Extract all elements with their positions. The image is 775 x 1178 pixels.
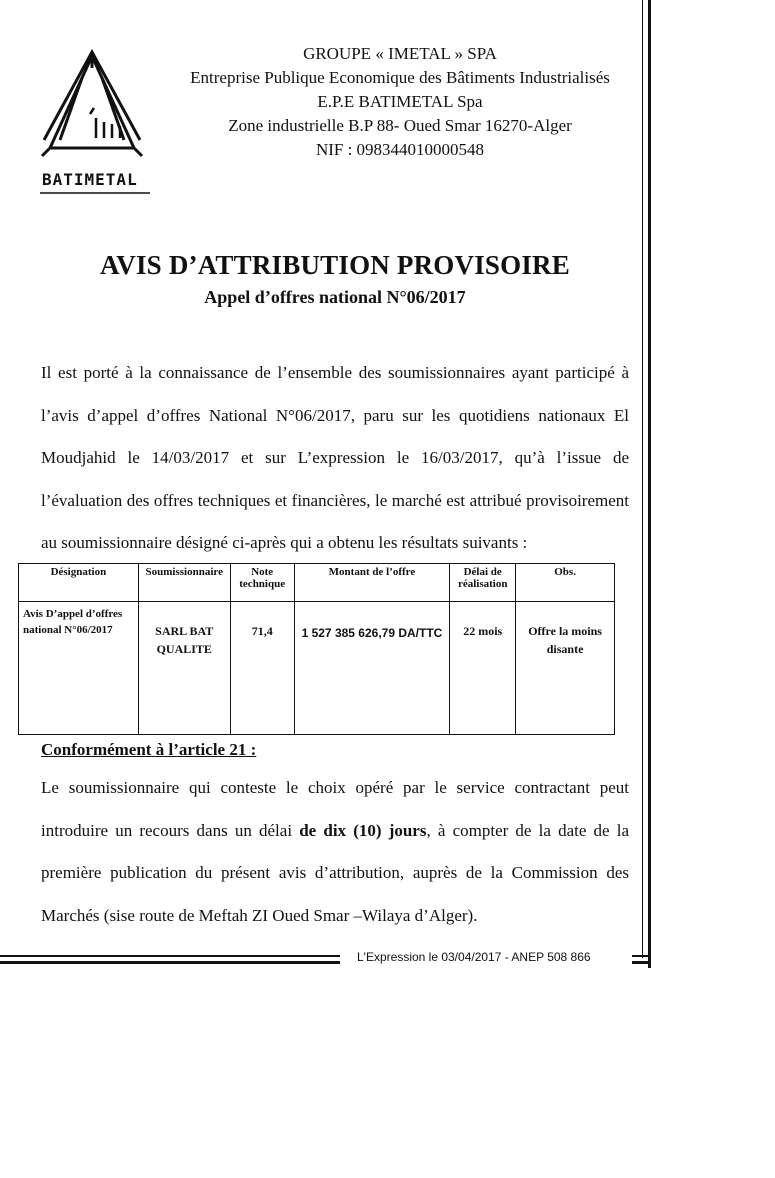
table-header-row — [19, 564, 615, 602]
results-table — [18, 563, 615, 735]
table-row — [19, 602, 615, 735]
notice-title: AVIS D’ATTRIBUTION PROVISOIRE — [100, 250, 570, 280]
col-header-designation: Désignation — [19, 564, 139, 602]
frame-right-border — [648, 0, 651, 968]
header-line-address: Zone industrielle B.P 88- Oued Smar 16270-Alger — [228, 116, 572, 135]
cell-delai: 22 mois — [450, 602, 516, 735]
company-header — [175, 42, 625, 162]
col-header-obs: Obs. — [516, 564, 615, 602]
frame-right-inner-border — [642, 0, 643, 958]
col-header-delai: Délai de réalisation — [450, 564, 516, 602]
col-header-montant: Montant de l’offre — [294, 564, 450, 602]
cell-montant: 1 527 385 626,79 DA/TTC — [294, 602, 450, 735]
header-line-company: Entreprise Publique Economique des Bâtiments Industrialisés — [190, 68, 610, 87]
article-heading: Conformément à l’article 21 : — [41, 740, 257, 759]
intro-paragraph: Il est porté à la connaissance de l’ensemble des soumissionnaires ayant participé à l’avis d’appel d’offres National N°06/2017, paru sur les quotidiens nationaux El Moudjahid le 14/03/2017 et sur L’expression le 16/03/2017, qu’à l’issue de l’évaluation des offres techniques et financières, le marché est attribué provisoirement au soumissionnaire désigné ci-après qui a obtenu les résultats suivants : — [41, 363, 629, 552]
cell-note: 71,4 — [230, 602, 294, 735]
header-line-nif: NIF : 098344010000548 — [315, 140, 485, 159]
col-header-note: Note technique — [230, 564, 294, 602]
cell-obs: Offre la moins disante — [516, 602, 615, 735]
article-paragraph: Le soumissionnaire qui conteste le choix opéré par le service contractant peut introduire un recours dans un délai de dix (10) jours, à compter de la date de la première publication du présent avis d’attribution, auprès de la Commission des Marchés (sise route de Meftah ZI Oued Smar –Wilaya d’Alger). — [41, 778, 630, 925]
frame-bottom-border-right — [632, 955, 649, 957]
frame-bottom-border-thick — [0, 961, 340, 964]
frame-bottom-border-right-thick — [632, 961, 649, 964]
frame-bottom-border — [0, 955, 340, 957]
deadline-text: de dix (10) jours — [299, 820, 427, 840]
publication-credit: L'Expression le 03/04/2017 - ANEP 508 866 — [357, 950, 591, 964]
notice-subtitle: Appel d’offres national N°06/2017 — [204, 287, 466, 307]
cell-soumissionnaire: SARL BAT QUALITE — [138, 602, 230, 735]
logo-wordmark: BATIMETAL — [42, 170, 138, 189]
header-line-epe: E.P.E BATIMETAL Spa — [317, 92, 483, 111]
col-header-soumissionnaire: Soumissionnaire — [138, 564, 230, 602]
header-line-group: GROUPE « IMETAL » SPA — [303, 44, 497, 63]
cell-designation: Avis D’appel d’offres national N°06/2017 — [19, 602, 139, 735]
